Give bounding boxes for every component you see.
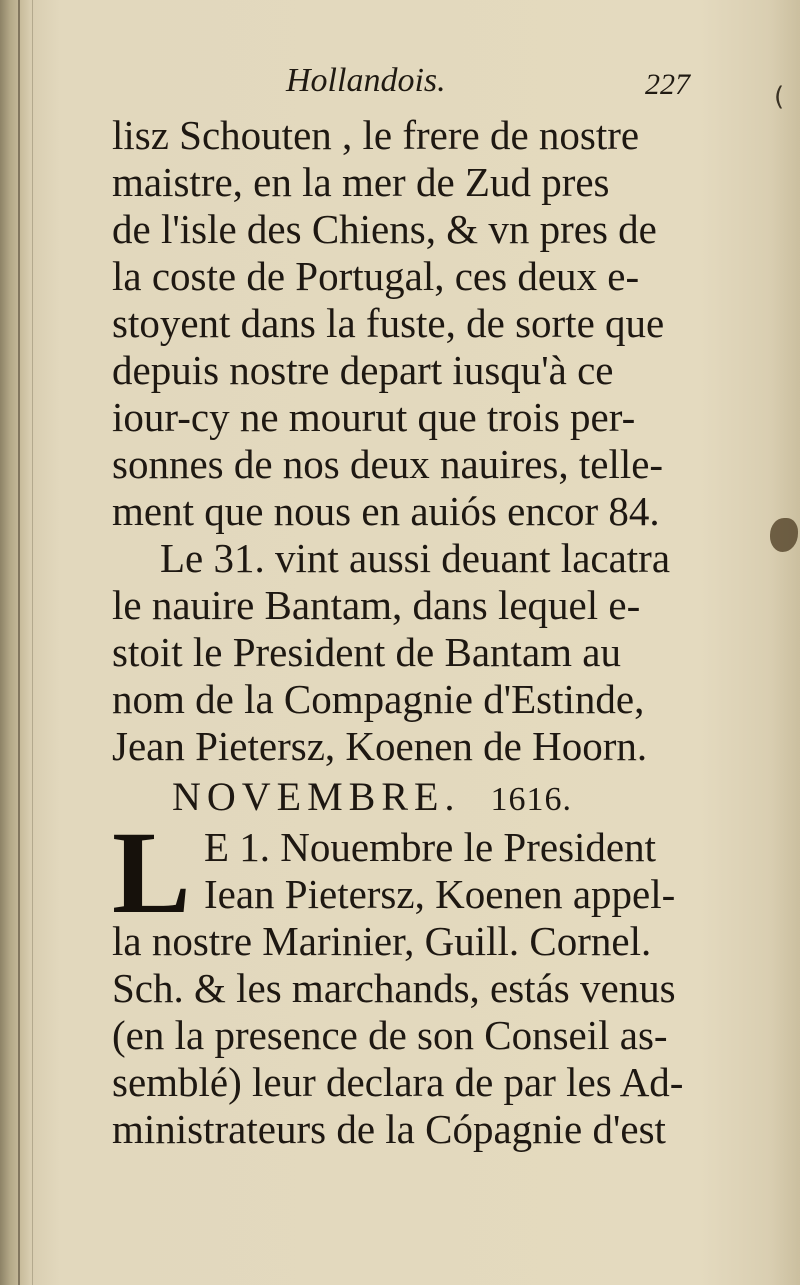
edge-bracket-mark: ( (774, 82, 785, 112)
section-heading-month: NOVEMBRE. (172, 774, 461, 819)
text-line: nom de la Compagnie d'Estinde, (112, 676, 645, 722)
binding-edge (18, 0, 20, 1285)
drop-cap: L (112, 807, 191, 938)
text-line: E 1. Nouembre le President (204, 824, 657, 870)
text-line: Jean Pietersz, Koenen de Hoorn. (112, 723, 648, 769)
page-number: 227 (645, 68, 690, 101)
text-line: depuis nostre depart iusqu'à ce (112, 347, 614, 393)
text-line: la coste de Portugal, ces deux e- (112, 253, 640, 299)
section-heading (112, 770, 692, 824)
text-line: ministrateurs de la Cópagnie d'est (112, 1106, 666, 1152)
text-line: maistre, en la mer de Zud pres (112, 159, 610, 205)
text-line: de l'isle des Chiens, & vn pres de (112, 206, 657, 252)
text-line: iour-cy ne mourut que trois per- (112, 394, 636, 440)
binding-edge-inner (32, 0, 33, 1285)
drop-cap-paragraph (112, 807, 692, 938)
text-line: semblé) leur declara de par les Ad- (112, 1059, 684, 1105)
page-header (110, 62, 690, 112)
text-line: Sch. & les marchands, estás venus (112, 965, 676, 1011)
ink-stain (770, 518, 798, 552)
page-text (112, 112, 692, 1153)
page-gutter (0, 0, 30, 1285)
text-line: stoyent dans la fuste, de sorte que (112, 300, 665, 346)
running-title: Hollandois. (286, 62, 446, 99)
text-line: stoit le President de Bantam au (112, 629, 621, 675)
text-line: Le 31. vint aussi deuant lacatra (160, 535, 671, 581)
text-line: lisz Schouten , le frere de nostre (112, 112, 640, 158)
text-line: Iean Pietersz, Koenen appel- (204, 871, 676, 917)
text-line: le nauire Bantam, dans lequel e- (112, 582, 641, 628)
text-line: la nostre Marinier, Guill. Cornel. (112, 918, 652, 964)
text-line: ment que nous en auiós encor 84. (112, 488, 660, 534)
section-heading-year: 1616. (490, 781, 572, 818)
text-line: sonnes de nos deux nauires, telle- (112, 441, 664, 487)
text-line: (en la presence de son Conseil as- (112, 1012, 668, 1058)
